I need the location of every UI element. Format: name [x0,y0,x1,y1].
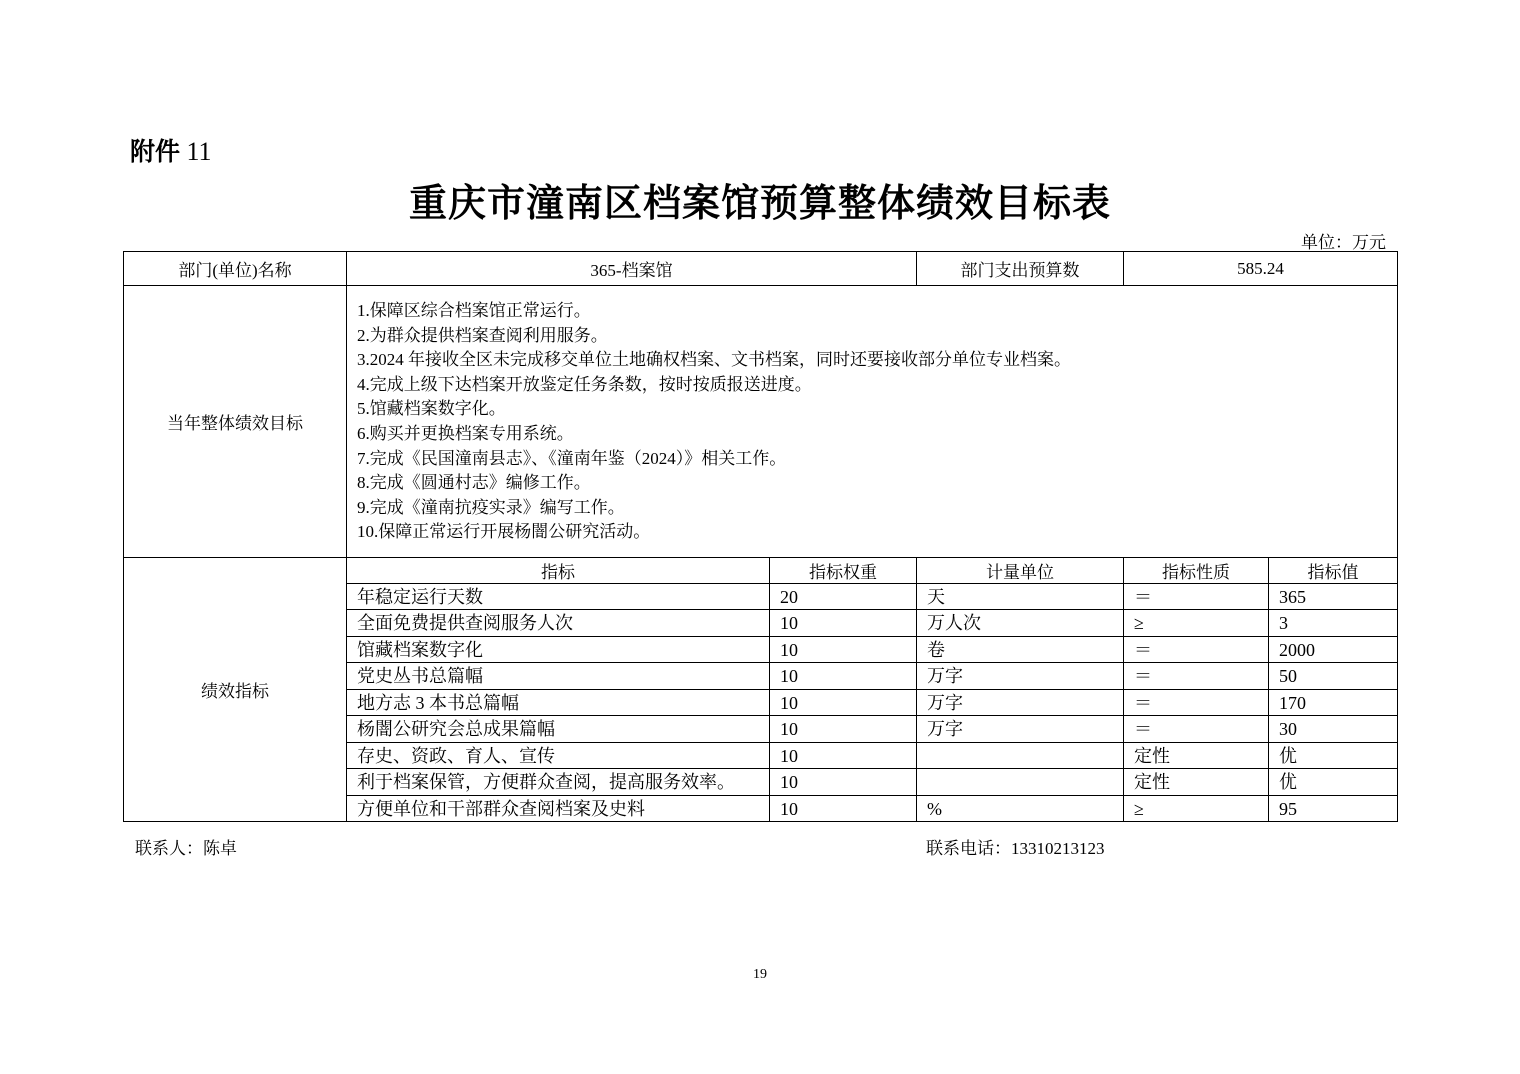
indicators-label: 绩效指标 [124,557,347,822]
indicator-unit: 天 [917,583,1124,610]
indicator-value: 170 [1269,689,1398,716]
indicator-nature: ＝ [1124,663,1269,690]
dept-name-value: 365-档案馆 [347,252,917,286]
goal-item: 5.馆藏档案数字化。 [357,399,506,419]
indicator-unit [917,769,1124,796]
indicator-header-row [124,557,1398,583]
indicator-value: 95 [1269,795,1398,822]
goal-item: 4.完成上级下达档案开放鉴定任务条数，按时按质报送进度。 [357,374,812,394]
goal-item: 1.保障区综合档案馆正常运行。 [357,301,591,320]
indicator-value: 3 [1269,610,1398,637]
dept-name-label: 部门(单位)名称 [124,252,347,286]
indicator-name: 利于档案保管，方便群众查阅，提高服务效率。 [347,769,770,796]
indicator-value: 2000 [1269,636,1398,663]
budget-label: 部门支出预算数 [917,252,1124,286]
page-title: 重庆市潼南区档案馆预算整体绩效目标表 [408,180,1111,225]
goal-item: 8.完成《圆通村志》编修工作。 [357,473,591,493]
budget-value: 585.24 [1124,252,1398,286]
indicator-name: 全面免费提供查阅服务人次 [347,610,770,637]
indicator-name: 存史、资政、育人、宣传 [347,742,770,769]
goals-row [124,286,1398,558]
goal-item: 10.保障正常运行开展杨闇公研究活动。 [357,522,651,542]
indicator-name: 方便单位和干部群众查阅档案及史料 [347,795,770,822]
goal-item: 9.完成《潼南抗疫实录》编写工作。 [357,497,625,517]
indicator-name: 党史丛书总篇幅 [347,663,770,690]
indicator-unit: 万字 [917,663,1124,690]
indicator-value: 30 [1269,716,1398,743]
column-header: 指标 [347,557,770,583]
page-number: 19 [753,967,767,982]
indicator-weight: 10 [770,663,917,690]
column-header: 计量单位 [917,557,1124,583]
column-header: 指标权重 [770,557,917,583]
indicator-weight: 20 [770,583,917,610]
indicator-name: 馆藏档案数字化 [347,636,770,663]
indicator-nature: ≥ [1124,610,1269,637]
indicator-value: 50 [1269,663,1398,690]
indicator-name: 年稳定运行天数 [347,583,770,610]
indicator-weight: 10 [770,689,917,716]
indicator-nature: 定性 [1124,769,1269,796]
indicator-nature: 定性 [1124,742,1269,769]
indicator-unit [917,742,1124,769]
indicator-nature: ≥ [1124,795,1269,822]
indicator-unit: 万字 [917,689,1124,716]
unit-note: 单位：万元 [1301,233,1386,252]
indicator-value: 365 [1269,583,1398,610]
goals-label: 当年整体绩效目标 [124,286,347,558]
contact-phone: 联系电话：13310213123 [926,839,1105,858]
indicator-value: 优 [1269,769,1398,796]
indicator-name: 杨闇公研究会总成果篇幅 [347,716,770,743]
indicator-nature: ＝ [1124,716,1269,743]
indicator-weight: 10 [770,769,917,796]
indicator-weight: 10 [770,636,917,663]
attachment-label: 附件 11 [130,137,212,166]
dept-row [124,252,1398,286]
indicator-value: 优 [1269,742,1398,769]
indicator-nature: ＝ [1124,583,1269,610]
indicator-nature: ＝ [1124,689,1269,716]
indicator-weight: 10 [770,610,917,637]
column-header: 指标值 [1269,557,1398,583]
goals-list [347,286,1398,558]
indicator-weight: 10 [770,795,917,822]
goal-item: 3.2024 年接收全区未完成移交单位土地确权档案、文书档案，同时还要接收部分单位专业档案。 [357,350,1071,370]
indicator-unit: 万字 [917,716,1124,743]
indicator-unit: % [917,795,1124,822]
indicator-unit: 万人次 [917,610,1124,637]
indicator-nature: ＝ [1124,636,1269,663]
goal-item: 7.完成《民国潼南县志》、《潼南年鉴（2024）》相关工作。 [357,448,787,468]
goal-item: 6.购买并更换档案专用系统。 [357,423,574,443]
column-header: 指标性质 [1124,557,1269,583]
indicator-weight: 10 [770,742,917,769]
indicator-name: 地方志 3 本书总篇幅 [347,689,770,716]
goal-item: 2.为群众提供档案查阅利用服务。 [357,325,608,345]
contact-person: 联系人：陈卓 [135,839,237,858]
indicator-unit: 卷 [917,636,1124,663]
performance-table [123,251,1398,822]
indicator-weight: 10 [770,716,917,743]
